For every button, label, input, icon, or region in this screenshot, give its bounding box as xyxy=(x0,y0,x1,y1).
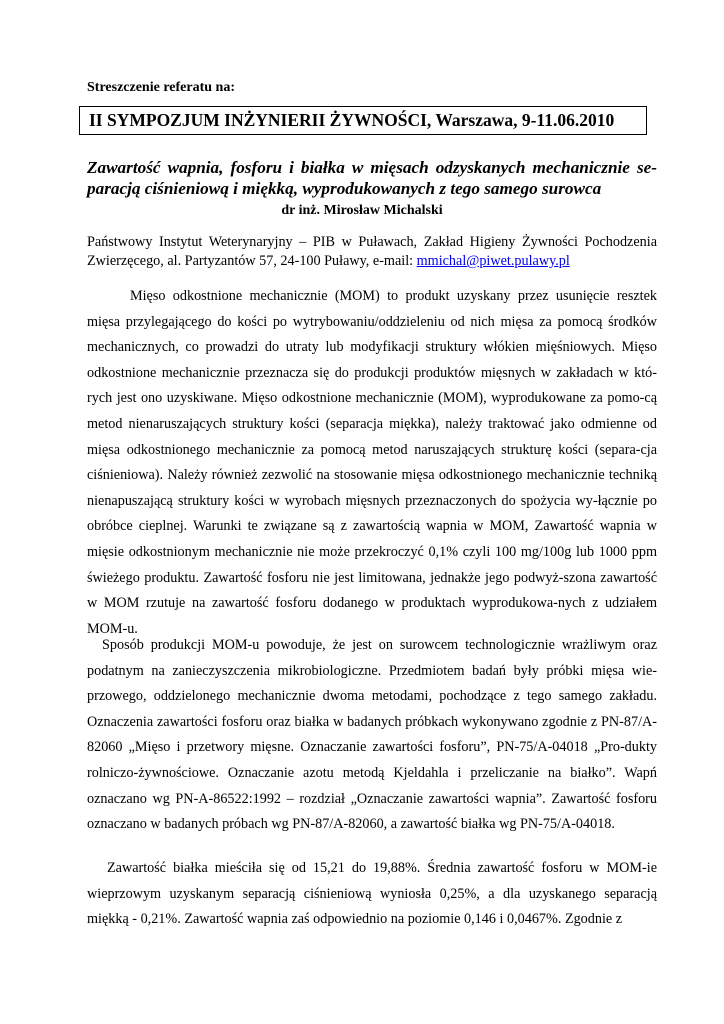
body-paragraph-3: Zawartość białka mieściła się od 15,21 do 19,88%. Średnia zawartość fosforu w MOM-ie wieprzowym uzyskanym separacją ciśnieniową wyniosła 0,25%, a dla uzyskanego separacją miękką - 0,21%. Zawartość wapnia zaś odpowiednio na poziomie 0,146 i 0,0467%. Zgodnie z xyxy=(87,860,657,928)
article-title: Zawartość wapnia, fosforu i białka w mięsach odzyskanych mechanicznie se-paracją ciśnieniową i miękką, wyprodukowanych z tego samego surowca xyxy=(87,158,657,198)
body-paragraph-1: Mięso odkostnione mechanicznie (MOM) to produkt uzyskany przez usunięcie resztek mięsa przylegającego do kości po wytrybowaniu/oddzieleniu od nich mięsa za pomocą środków mechanicznych, co prowadzi do utraty lub modyfikacji struktury włókien mięśniowych. Mięso odkostnione mechanicznie przeznacza się do produkcji produktów mięsnych w zakładach w któ-rych jest ono uzyskiwane. Mięso odkostnione mechanicznie (MOM), wyprodukowane za pomo-cą metod nienaruszających struktury kości (separacja miękka), należy traktować jako odmienne od mięsa odkostnionego mechanicznie za pomocą metod naruszających strukturę kości (separa-cja ciśnieniowa). Należy również zezwolić na stosowanie mięsa odkostnionego mechanicznie techniką nienapuszającą struktury kości w wyrobach mięsnych przeznaczonych do spożycia wy-łącznie po obróbce cieplnej. Warunki te związane są z zawartością wapnia w MOM, Zawartość wapnia w mięsie odkostnionym mechanicznie nie może przekroczyć 0,1% czyli 100 mg/100g lub 1000 ppm świeżego produktu. Zawartość fosforu nie jest limitowana, jednakże jego podwyż-szona zawartość w MOM rzutuje na zawartość fosforu dodanego w produktach wyprodukowa-nych z udziałem MOM-u. xyxy=(87,288,657,637)
abstract-label: Streszczenie referatu na: xyxy=(87,80,235,95)
author-name: dr inż. Mirosław Michalski xyxy=(281,203,443,218)
body-paragraph-2: Sposób produkcji MOM-u powoduje, że jest on surowcem technologicznie wrażliwym oraz podatnym na zanieczyszczenia mikrobiologiczne. Przedmiotem badań były próbki mięsa wie-przowego, oddzielonego mechanicznie dwoma metodami, pochodzące z tego samego zakładu. Oznaczenia zawartości fosforu oraz białka w badanych próbkach wykonywano zgodnie z PN-87/A-82060 „Mięso i przetwory mięsne. Oznaczanie zawartości fosforu”, PN-75/A-04018 „Pro-dukty rolniczo-żywnościowe. Oznaczanie azotu metodą Kjeldahla i przeliczanie na białko”. Wapń oznaczano wg PN-A-86522:1992 – rozdział „Oznaczanie zawartości wapnia”. Zawartość fosforu oznaczano w badanych próbach wg PN-87/A-82060, a zawartość białka wg PN-75/A-04018. xyxy=(87,637,657,833)
affiliation xyxy=(87,233,657,271)
symposium-banner: II SYMPOZJUM INŻYNIERII ŻYWNOŚCI, Warszawa, 9-11.06.2010 xyxy=(79,106,647,135)
affiliation-text: Państwowy Instytut Weterynaryjny – PIB w Puławach, Zakład Higieny Żywności Pochodzenia Zwierzęcego, al. Partyzantów 57, 24-100 Puławy, e-mail: xyxy=(87,234,657,269)
email-link[interactable]: mmichal@piwet.pulawy.pl xyxy=(416,253,570,269)
